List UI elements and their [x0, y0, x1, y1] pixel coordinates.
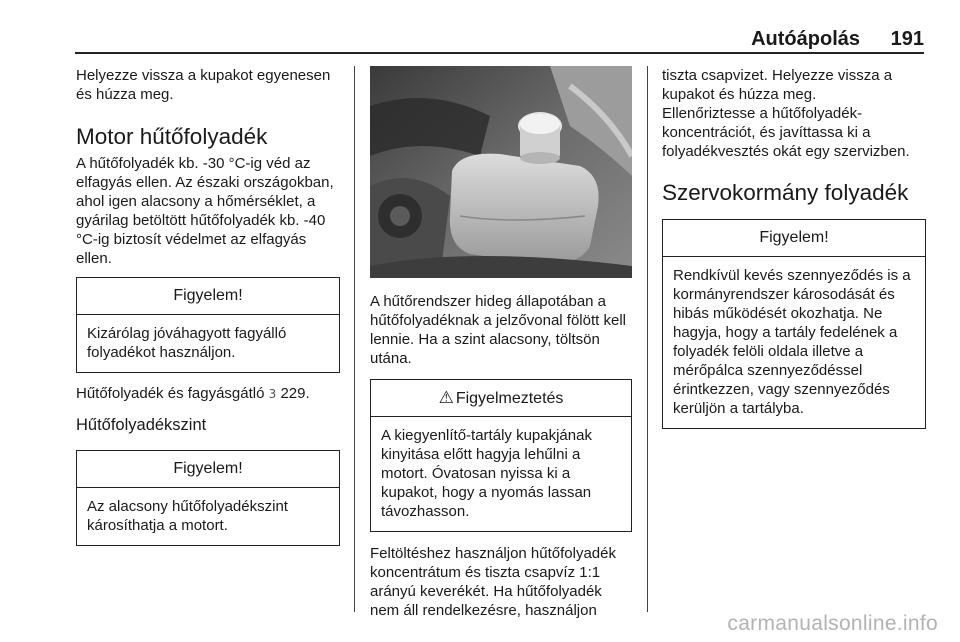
notice-text: Rendkívül kevés szennyeződés is a kormányrendszer károsodását és hibás működését okozhatja. Ne hagyja, hogy a tartály fedelének a folyadék felöli oldala illetve a mérőpálca szennyeződéssel érintkezzen, vagy szennyeződés kerüljön a tartályba. [673, 267, 911, 417]
notice-title: Figyelem! [663, 220, 925, 257]
page-reference-arrow-icon: 3 [268, 387, 277, 401]
fill-paragraph: Feltöltéshez használjon hűtőfolyadék koncentrátum és tiszta csapvíz 1:1 arányú keverékét. Ha hűtőfolyadék nem áll rendelkezésre, használjon [370, 545, 616, 619]
section-header-title: Autóápolás [751, 28, 860, 50]
intro-paragraph: Helyezze vissza a kupakot egyenesen és húzza meg. [76, 67, 331, 103]
reference-paragraph [76, 384, 340, 404]
notice-box-coolant-level [76, 450, 340, 546]
notice-box-antifreeze [76, 277, 340, 373]
warning-triangle-icon: ⚠ [438, 388, 454, 407]
reference-page: 229. [280, 385, 310, 402]
column-divider-1 [354, 66, 355, 612]
warning-title: Figyelmeztetés [455, 390, 564, 407]
column-right [662, 66, 926, 429]
header-rule [75, 52, 924, 54]
notice-box-power-steering [662, 219, 926, 429]
warning-box [370, 379, 632, 532]
engine-coolant-reservoir-photo [370, 66, 632, 278]
continue-paragraph: tiszta csapvizet. Helyezze vissza a kupakot és húzza meg. [662, 67, 893, 103]
notice-text: Kizárólag jóváhagyott fagyálló folyadékot használjon. [87, 325, 287, 361]
page-number: 191 [890, 28, 924, 50]
watermark: carmanualsonline.info [727, 612, 938, 635]
column-middle [370, 66, 632, 620]
section-title-coolant: Motor hűtőfolyadék [76, 124, 268, 149]
notice-text: Az alacsony hűtőfolyadékszint károsíthatja a motort. [87, 498, 288, 534]
section-title-power-steering: Szervokormány folyadék [662, 180, 909, 205]
warning-text: A kiegyenlítő-tartály kupakjának kinyitása előtt hagyja lehűlni a motort. Óvatosan nyissa ki a kupakot, hogy a nyomás lassan távozhasson. [381, 427, 592, 520]
reference-text: Hűtőfolyadék és fagyásgátló [76, 385, 265, 402]
warning-header [371, 380, 631, 417]
check-paragraph: Ellenőriztesse a hűtőfolyadék-koncentrációt, és javíttassa ki a folyadékvesztés okát egy szervizben. [662, 105, 910, 160]
subsection-title-coolant-level: Hűtőfolyadékszint [76, 416, 207, 434]
column-left [76, 66, 340, 546]
coolant-paragraph: A hűtőfolyadék kb. -30 °C-ig véd az elfagyás ellen. Az északi országokban, ahol igen alacsony a hőmérséklet, a gyárilag betöltött hűtőfolyadék kb. -40 °C-ig biztosít védelmet az elfagyás ellen. [76, 155, 334, 267]
notice-title: Figyelem! [77, 278, 339, 315]
column-divider-2 [647, 66, 648, 612]
notice-title: Figyelem! [77, 451, 339, 488]
level-caption: A hűtőrendszer hideg állapotában a hűtőfolyadéknak a jelzővonal fölött kell lennie. Ha a szint alacsony, töltsön utána. [370, 293, 626, 367]
